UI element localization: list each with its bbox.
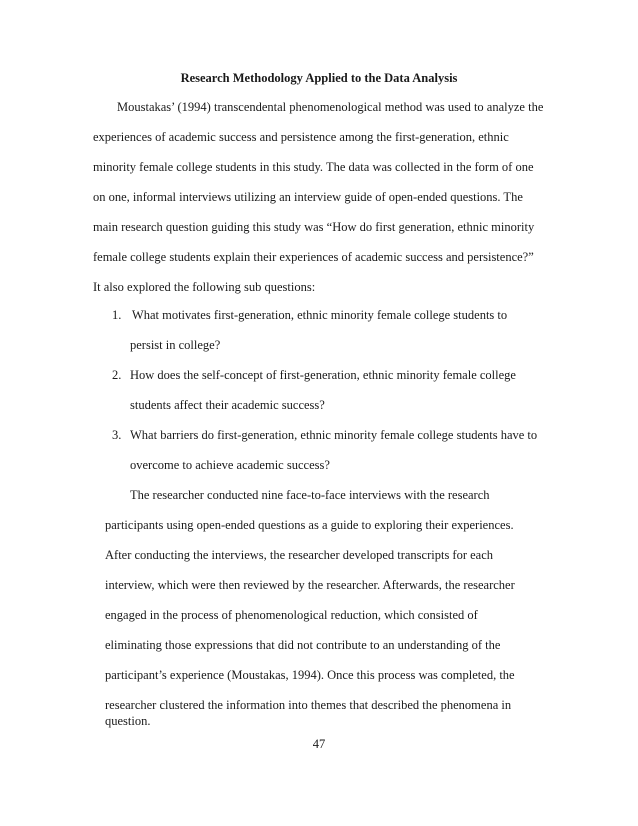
paragraph-line: interview, which were then reviewed by the researcher. Afterwards, the researcher bbox=[105, 578, 515, 592]
list-item-line: overcome to achieve academic success? bbox=[130, 458, 330, 472]
paragraph-line: main research question guiding this study was “How do first generation, ethnic minority bbox=[93, 220, 535, 234]
list-item-line: What motivates first-generation, ethnic minority female college students to bbox=[129, 308, 508, 322]
paragraph-line: The researcher conducted nine face-to-face interviews with the research bbox=[130, 488, 490, 502]
paragraph-line: participants using open-ended questions as a guide to exploring their experiences. bbox=[105, 518, 514, 532]
list-item-number: 3. bbox=[112, 428, 122, 442]
list-item-line: persist in college? bbox=[130, 338, 221, 352]
list-item-line: How does the self-concept of first-generation, ethnic minority female college bbox=[130, 368, 516, 382]
paragraph-line: Moustakas’ (1994) transcendental phenomenological method was used to analyze the bbox=[117, 100, 544, 114]
paragraph-line: participant’s experience (Moustakas, 1994). Once this process was completed, the bbox=[105, 668, 515, 682]
paragraph-line: It also explored the following sub questions: bbox=[93, 280, 316, 294]
paragraph-line: female college students explain their experiences of academic success and persistence?” bbox=[93, 250, 534, 264]
list-item-number: 1. bbox=[112, 308, 122, 322]
list-item-line: students affect their academic success? bbox=[130, 398, 325, 412]
list-item-line: What barriers do first-generation, ethnic minority female college students have to bbox=[130, 428, 538, 442]
list-item-number: 2. bbox=[112, 368, 122, 382]
paragraph-line: engaged in the process of phenomenological reduction, which consisted of bbox=[105, 608, 478, 622]
paragraph-line: on one, informal interviews utilizing an interview guide of open-ended questions. The bbox=[93, 190, 523, 204]
paragraph-line: minority female college students in this study. The data was collected in the form of one bbox=[93, 160, 534, 174]
paragraph-line: question. bbox=[105, 714, 151, 728]
paragraph-line: After conducting the interviews, the researcher developed transcripts for each bbox=[105, 548, 494, 562]
paragraph-line: experiences of academic success and persistence among the first-generation, ethnic bbox=[93, 130, 509, 144]
paragraph-line: researcher clustered the information into themes that described the phenomena in bbox=[105, 698, 512, 712]
section-heading: Research Methodology Applied to the Data Analysis bbox=[180, 71, 458, 85]
paragraph-line: eliminating those expressions that did not contribute to an understanding of the bbox=[105, 638, 501, 652]
page-number: 47 bbox=[312, 737, 326, 751]
